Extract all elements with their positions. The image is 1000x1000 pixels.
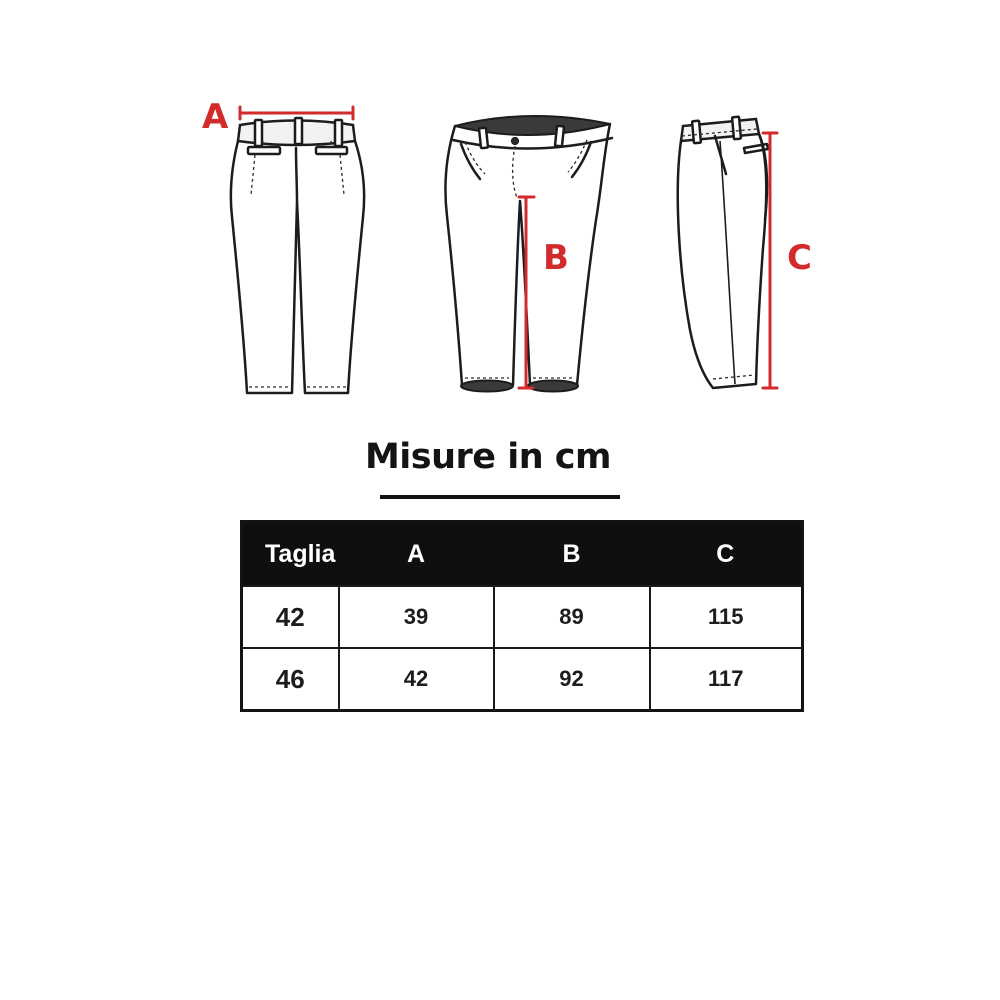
size-cell-c: 117 [650,648,803,711]
size-cell-taglia: 46 [242,648,339,711]
pants-front-outline [445,116,612,392]
pants-side-outline [678,117,768,388]
pants-front-view-icon [425,100,630,400]
pants-back-outline [231,118,364,393]
size-cell-c: 115 [650,586,803,648]
measure-label-a: A [202,97,229,137]
size-cell-b: 92 [494,648,650,711]
size-table-header-row [242,522,803,587]
size-cell-taglia: 42 [242,586,339,648]
size-table [240,520,804,712]
pants-back-view-icon [215,95,385,405]
header-cell-taglia: Taglia [242,522,339,587]
size-cell-a: 42 [339,648,494,711]
measure-label-b: B [543,238,569,278]
size-cell-b: 89 [494,586,650,648]
size-chart-title: Misure in cm [364,437,612,477]
measure-label-c: C [787,238,812,278]
pants-side-view-icon [665,108,815,400]
header-cell-a: A [339,522,494,587]
size-cell-a: 39 [339,586,494,648]
size-row-42 [242,586,803,648]
header-cell-b: B [494,522,650,587]
title-underline [380,495,620,499]
header-cell-c: C [650,522,803,587]
size-row-46 [242,648,803,711]
